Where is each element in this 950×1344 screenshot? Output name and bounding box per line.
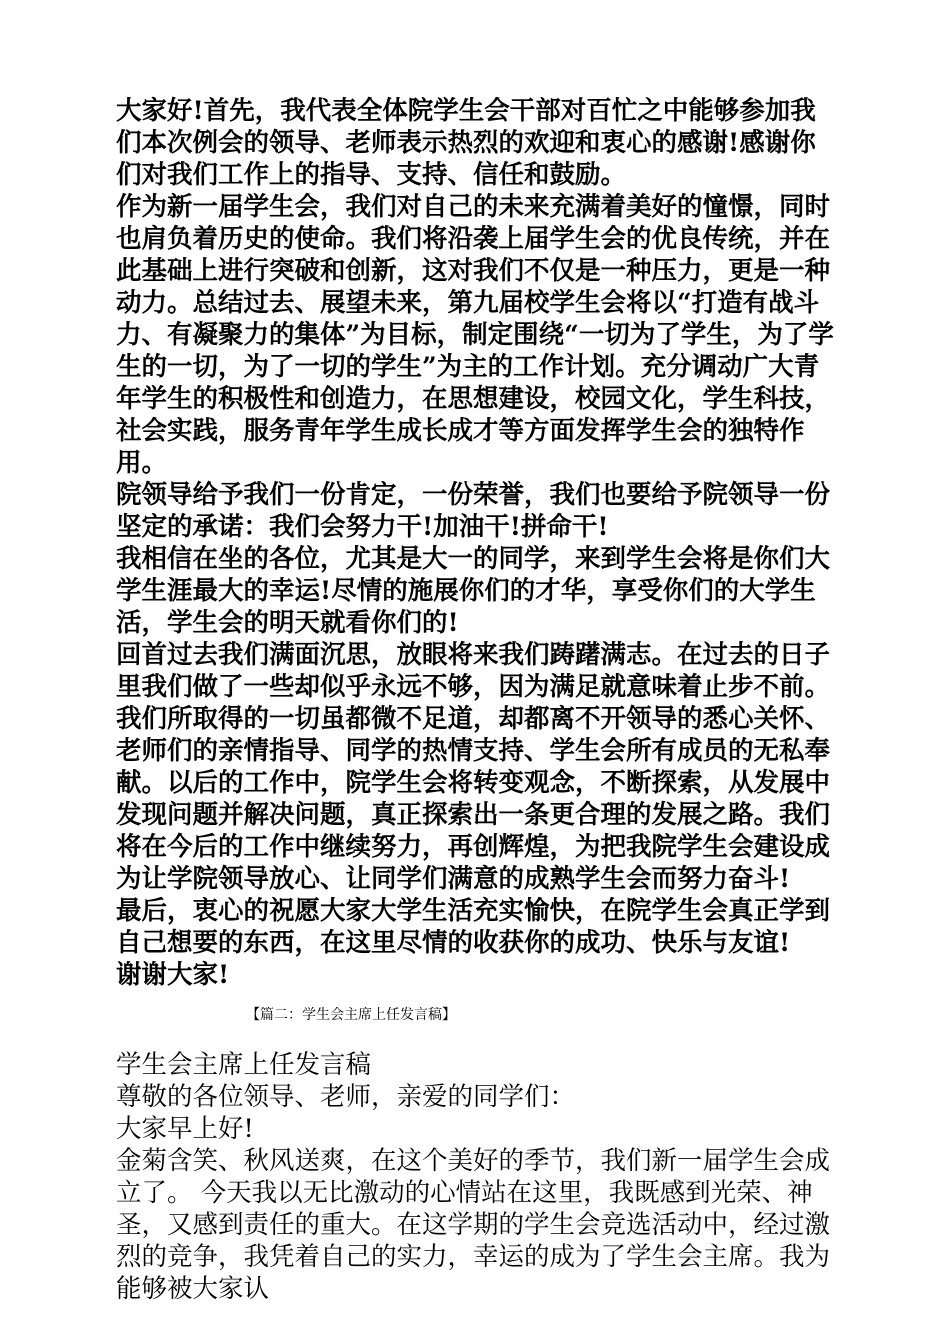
paragraph-commitment: 院领导给予我们一份肯定，一份荣誉，我们也要给予院领导一份坚定的承诺：我们会努力干!加油干!拼命干! xyxy=(116,480,831,542)
paragraph-opening: 金菊含笑、秋风送爽，在这个美好的季节，我们新一届学生会成立了。 今天我以无比激动的心情站在这里，我既感到光荣、神圣，又感到责任的重大。在这学期的学生会竞选活动中，经过激烈的竞争，我凭着自己的实力，幸运的成为了学生会主席。我为能够被大家认 xyxy=(116,1146,831,1304)
paragraph-greeting: 大家好!首先，我代表全体院学生会干部对百忙之中能够参加我们本次例会的领导、老师表示热烈的欢迎和衷心的感谢!感谢你们对我们工作上的指导、支持、信任和鼓励。 xyxy=(116,96,816,190)
paragraph-wishes: 最后，衷心的祝愿大家大学生活充实愉快，在院学生会真正学到自己想要的东西，在这里尽情的收获你的成功、快乐与友谊! xyxy=(116,896,831,958)
paragraph-freshmen: 我相信在坐的各位，尤其是大一的同学，来到学生会将是你们大学生涯最大的幸运!尽情的施展你们的才华，享受你们的大学生活，学生会的明天就看你们的! xyxy=(116,544,831,638)
salutation: 尊敬的各位领导、老师，亲爱的同学们： xyxy=(116,1082,576,1112)
section-heading: 【篇二：学生会主席上任发言稿】 xyxy=(246,1007,456,1023)
paragraph-thanks: 谢谢大家! xyxy=(116,960,230,990)
document-body xyxy=(116,95,838,1305)
paragraph-review-outlook: 回首过去我们满面沉思，放眼将来我们踌躇满志。在过去的日子里我们做了一些却似乎永远不够，因为满足就意味着止步不前。我们所取得的一切虽都微不足道，却都离不开领导的悉心关怀、老师们的亲情指导、同学的热情支持、学生会所有成员的无私奉献。以后的工作中，院学生会将转变观念，不断探索，从发展中发现问题并解决问题，真正探索出一条更合理的发展之路。我们将在今后的工作中继续努力，再创辉煌，为把我院学生会建设成为让学院领导放心、让同学们满意的成熟学生会而努力奋斗! xyxy=(116,640,831,894)
speech-title: 学生会主席上任发言稿 xyxy=(116,1050,372,1080)
paragraph-new-student-union: 作为新一届学生会，我们对自己的未来充满着美好的憧憬，同时也肩负着历史的使命。我们将沿袭上届学生会的优良传统，并在此基础上进行突破和创新，这对我们不仅是一种压力，更是一种动力。总结过去、展望未来，第九届校学生会将以“打造有战斗力、有凝聚力的集体”为目标，制定围绕“一切为了学生，为了学生的一切，为了一切的学生”为主的工作计划。充分调动广大青年学生的积极性和创造力，在思想建设，校园文化，学生科技，社会实践，服务青年学生成长成才等方面发挥学生会的独特作用。 xyxy=(116,192,834,478)
morning-greeting: 大家早上好! xyxy=(116,1114,254,1144)
